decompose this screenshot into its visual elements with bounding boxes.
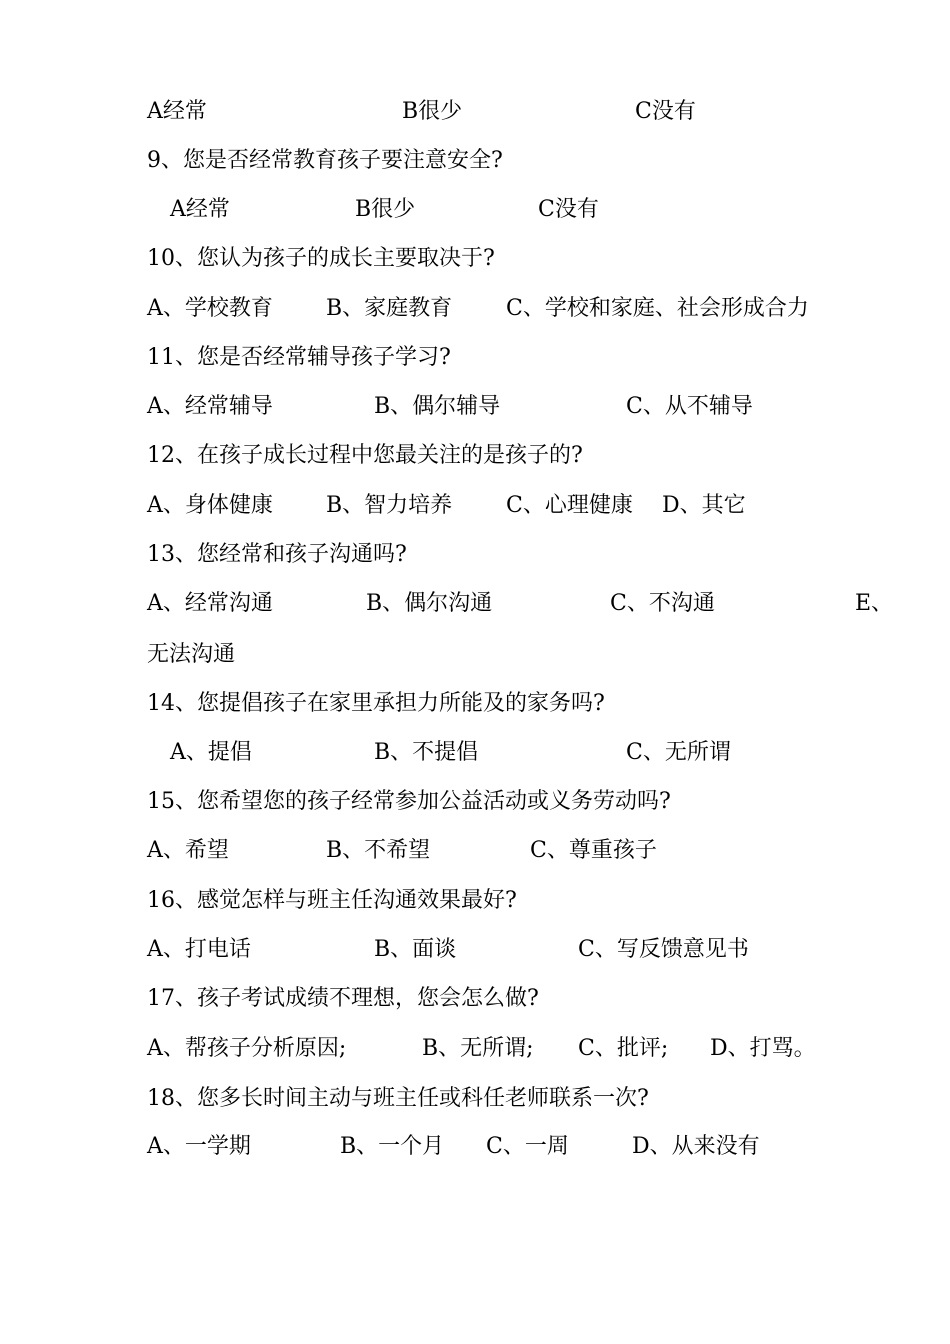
option-b: B很少	[355, 197, 416, 222]
option-b: B、智力培养	[326, 493, 453, 518]
option-b: B、一个月	[340, 1134, 445, 1159]
question-15	[0, 782, 950, 822]
option-c: C没有	[538, 197, 599, 222]
option-c: C、写反馈意见书	[578, 937, 749, 962]
option-c: C、不沟通	[610, 591, 715, 616]
option-a: A、希望	[147, 838, 229, 863]
option-a: A、学校教育	[147, 296, 273, 321]
answer-options-q15	[0, 831, 950, 871]
question-text: 17、孩子考试成绩不理想，您会怎么做?	[147, 986, 539, 1011]
answer-options-q16	[0, 930, 950, 970]
option-b: B、不提倡	[374, 740, 479, 765]
question-text: 18、您多长时间主动与班主任或科任老师联系一次?	[147, 1086, 649, 1111]
answer-options-q10	[0, 289, 950, 329]
option-c: C、批评;	[578, 1036, 669, 1061]
question-text: 13、您经常和孩子沟通吗?	[147, 542, 407, 567]
option-b: B、偶尔辅导	[374, 394, 501, 419]
option-c: C、无所谓	[626, 740, 731, 765]
question-11	[0, 338, 950, 378]
answer-options-q18	[0, 1127, 950, 1167]
option-e-text: 无法沟通	[147, 642, 236, 667]
option-a: A、身体健康	[147, 493, 273, 518]
option-b: B、家庭教育	[326, 296, 453, 321]
answer-options-q14	[0, 733, 950, 773]
option-a: A、提倡	[170, 740, 252, 765]
option-a: A、经常沟通	[147, 591, 273, 616]
option-a: A、打电话	[147, 937, 251, 962]
question-text: 16、感觉怎样与班主任沟通效果最好?	[147, 888, 517, 913]
question-text: 10、您认为孩子的成长主要取决于?	[147, 246, 495, 271]
answer-options-q9	[0, 190, 950, 230]
question-text: 12、在孩子成长过程中您最关注的是孩子的?	[147, 443, 583, 468]
question-18	[0, 1079, 950, 1119]
answer-options-q12	[0, 486, 950, 526]
option-b: B、无所谓;	[422, 1036, 534, 1061]
option-b: B很少	[402, 99, 463, 124]
answer-options-q8	[0, 92, 950, 132]
question-text: 11、您是否经常辅导孩子学习?	[147, 345, 451, 370]
answer-options-q17	[0, 1029, 950, 1069]
answer-options-q11	[0, 387, 950, 427]
option-a: A经常	[147, 99, 207, 124]
question-text: 9、您是否经常教育孩子要注意安全?	[147, 148, 503, 173]
question-10	[0, 239, 950, 279]
option-e: E、	[855, 591, 894, 616]
option-b: B、面谈	[374, 937, 457, 962]
option-c: C、一周	[486, 1134, 569, 1159]
question-text: 14、您提倡孩子在家里承担力所能及的家务吗?	[147, 691, 605, 716]
question-9	[0, 141, 950, 181]
question-12	[0, 436, 950, 476]
option-a: A、一学期	[147, 1134, 251, 1159]
option-a: A、帮孩子分析原因;	[147, 1036, 347, 1061]
option-a: A经常	[170, 197, 230, 222]
option-c: C、学校和家庭、社会形成合力	[506, 296, 809, 321]
question-17	[0, 979, 950, 1019]
option-b: B、偶尔沟通	[366, 591, 493, 616]
option-d: D、其它	[662, 493, 746, 518]
option-c: C、尊重孩子	[530, 838, 657, 863]
option-c: C没有	[635, 99, 696, 124]
option-a: A、经常辅导	[147, 394, 273, 419]
option-c: C、心理健康	[506, 493, 633, 518]
question-13	[0, 535, 950, 575]
question-text: 15、您希望您的孩子经常参加公益活动或义务劳动吗?	[147, 789, 671, 814]
question-14	[0, 684, 950, 724]
option-b: B、不希望	[326, 838, 431, 863]
answer-options-q13	[0, 584, 950, 624]
answer-options-q13-continued	[0, 635, 950, 675]
option-c: C、从不辅导	[626, 394, 753, 419]
option-d: D、打骂。	[710, 1036, 816, 1061]
question-16	[0, 881, 950, 921]
option-d: D、从来没有	[632, 1134, 760, 1159]
